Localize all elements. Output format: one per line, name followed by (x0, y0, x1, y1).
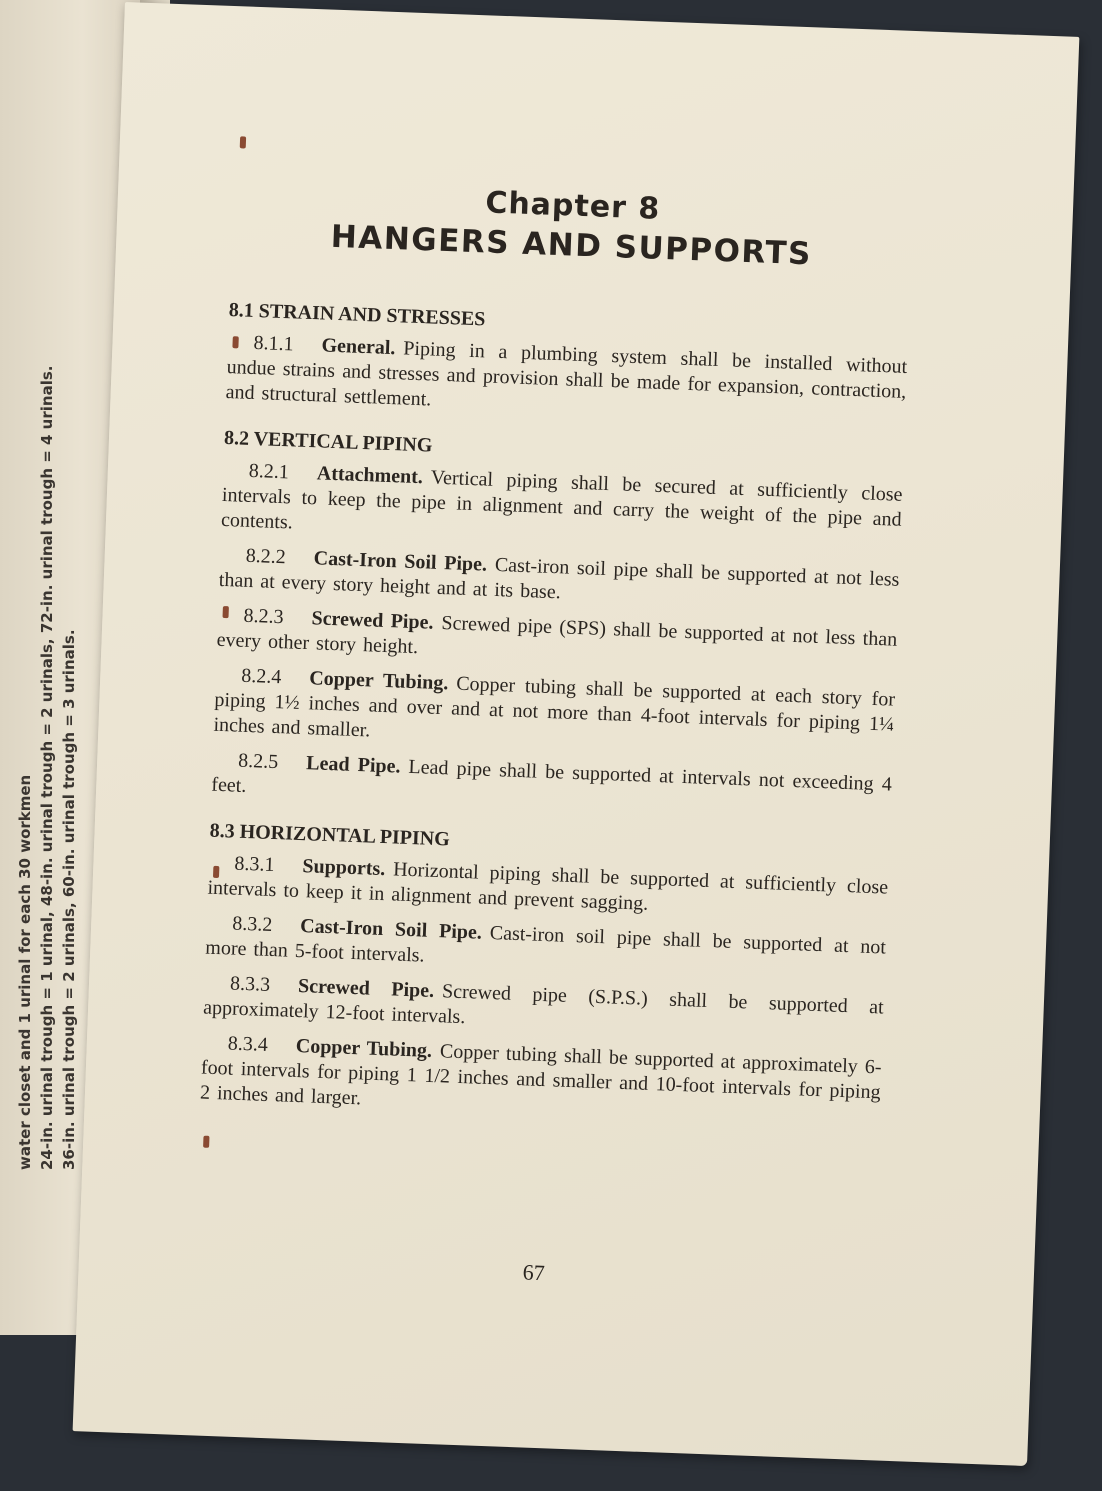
section-heading: 8.2 VERTICAL PIPING (223, 426, 433, 457)
clause-number: 8.2.2 (245, 544, 287, 569)
clause-title: Lead Pipe. (305, 752, 401, 778)
facing-page-line: 36-in. urinal trough = 2 urinals, 60-in. urinal trough = 3 urinals. (60, 629, 78, 1170)
clause-8-3-4 (200, 1031, 882, 1131)
binding-stitch (203, 1136, 209, 1148)
clause-text: Piping in a plumbing system shall be installed without undue strains and stresses and provision shall be made for expansion, contraction, and structural settlement. (225, 337, 908, 411)
clause-text: Vertical piping shall be secured at sufficiently close intervals to keep the pipe in alignment and carry the weight of the pipe and contents. (220, 466, 903, 534)
clause-title: Attachment. (316, 462, 424, 489)
chapter-title: HANGERS AND SUPPORTS (330, 218, 813, 273)
clause-number: 8.2.3 (243, 604, 284, 629)
binding-stitch (240, 136, 246, 148)
chapter-label: Chapter 8 (484, 185, 661, 227)
clause-title: Copper Tubing. (308, 667, 449, 695)
clause-title: Cast-Iron Soil Pipe. (299, 915, 483, 944)
section-heading: 8.1 STRAIN AND STRESSES (228, 299, 486, 331)
clause-title: Screwed Pipe. (311, 607, 434, 634)
clause-8-2-4 (213, 663, 895, 763)
clause-text: Lead pipe shall be supported at intervals not exceeding 4 feet. (210, 755, 893, 797)
clause-number: 8.2.4 (240, 664, 282, 689)
facing-page-line: 24-in. urinal trough = 1 urinal, 48-in. urinal trough = 2 urinals, 72-in. urinal trough = 4 urinals. (38, 365, 56, 1170)
clause-title: Copper Tubing. (295, 1034, 433, 1062)
clause-number: 8.3.4 (227, 1032, 269, 1056)
clause-8-1-1 (225, 330, 907, 430)
clause-title: Screwed Pipe. (297, 975, 435, 1002)
page-number: 67 (522, 1259, 546, 1286)
clause-text: Cast-iron soil pipe shall be supported at not less than at every story height and at its base. (218, 553, 900, 604)
facing-page-line: water closet and 1 urinal for each 30 workmen (16, 774, 34, 1170)
clause-8-2-5 (211, 748, 892, 823)
clause-number: 8.3.3 (229, 972, 271, 996)
clause-title: General. (321, 334, 396, 360)
clause-text: Screwed pipe (S.P.S.) shall be supported at approximately 12-foot intervals. (202, 980, 885, 1029)
clause-number: 8.2.1 (248, 459, 290, 484)
clause-text: Screwed pipe (SPS) shall be supported at not less than every other story height. (216, 612, 898, 659)
section-8-2 (211, 427, 904, 823)
clause-8-2-1 (221, 458, 903, 558)
section-8-3 (200, 820, 890, 1131)
clause-text: Copper tubing shall be supported at each story for piping 1½ inches and over and at not more than 4-foot intervals for piping 1¼ inches and smaller. (213, 672, 896, 742)
clause-title: Supports. (302, 855, 386, 881)
section-8-1 (225, 299, 908, 430)
clause-number: 8.3.1 (234, 852, 275, 877)
clause-text: Copper tubing shall be supported at approximately 6-foot intervals for piping 1 1/2 inches and smaller and 10-foot intervals for piping 2 inches and larger. (199, 1040, 882, 1110)
clause-title: Cast-Iron Soil Pipe. (313, 547, 488, 576)
clause-number: 8.1.1 (253, 331, 294, 356)
section-heading: 8.3 HORIZONTAL PIPING (209, 819, 451, 851)
page-content (199, 176, 913, 1286)
clause-number: 8.3.2 (231, 912, 273, 937)
book-page (73, 2, 1080, 1466)
clause-text: Horizontal piping shall be supported at sufficiently close intervals to keep it in alignment and prevent sagging. (207, 858, 889, 915)
clause-number: 8.2.5 (237, 749, 279, 774)
clause-text: Cast-iron soil pipe shall be supported at not more than 5-foot intervals. (205, 922, 887, 967)
